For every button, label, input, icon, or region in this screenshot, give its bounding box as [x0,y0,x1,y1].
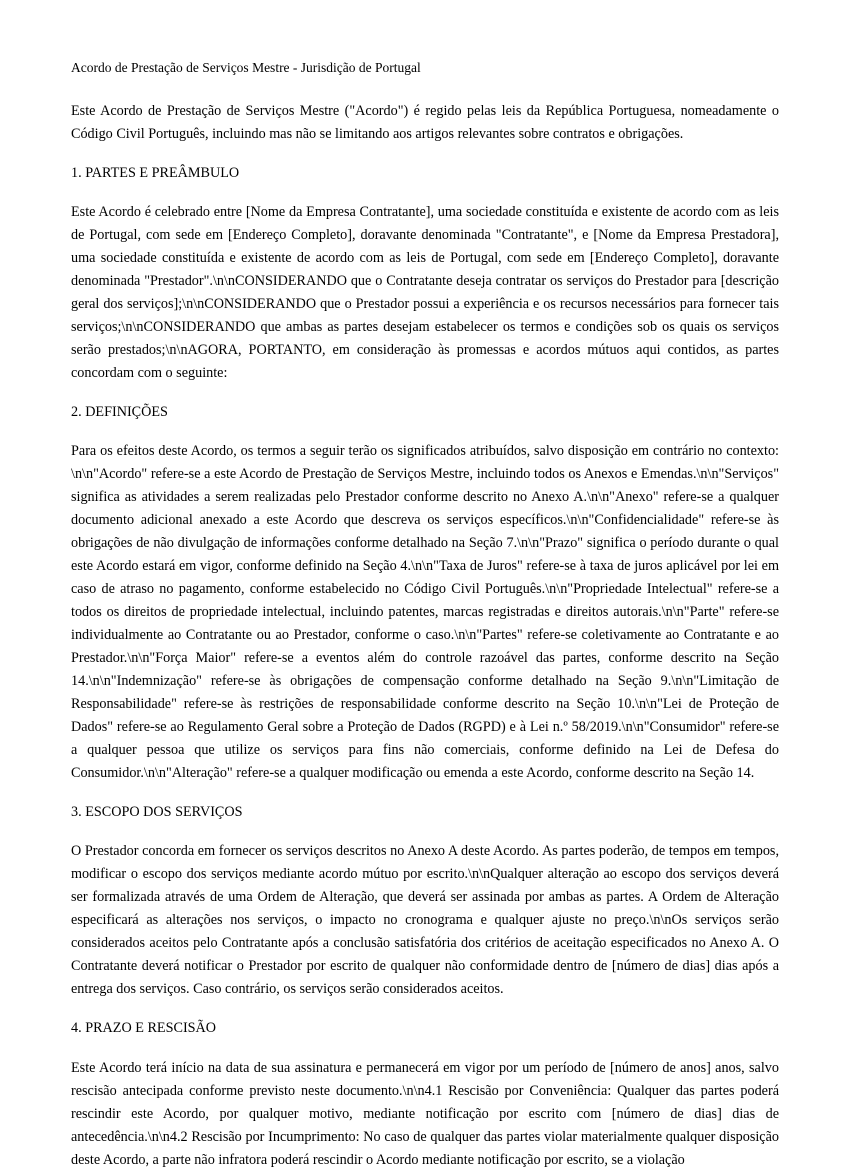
section-heading-4: 4. PRAZO E RESCISÃO [71,1020,217,1037]
section-2-body: Para os efeitos deste Acordo, os termos a seguir terão os significados atribuídos, salvo disposição em contrário no contexto: \n\n"Acordo" refere-se a este Acordo de Prestação de Serviços Mestre, incluindo todos os Anexos e Emendas.\n\n"Serviços" significa as atividades a serem realizadas pelo Prestador conforme descrito no Anexo A.\n\n"Anexo" refere-se a qualquer documento adicional anexado a este Acordo que descreva os serviços específicos.\n\n"Confidencialidade" refere-se às obrigações de não divulgação de informações conforme detalhado na Seção 7.\n\n"Prazo" significa o período durante o qual este Acordo estará em vigor, conforme definido na Seção 4.\n\n"Taxa de Juros" refere-se à taxa de juros aplicável por lei em caso de atraso no pagamento, conforme estabelecido no Código Civil Português.\n\n"Propriedade Intelectual" refere-se a todos os direitos de propriedade intelectual, incluindo patentes, marcas registradas e direitos autorais.\n\n"Parte" refere-se individualmente ao Contratante ou ao Prestador, conforme o caso.\n\n"Partes" refere-se coletivamente ao Contratante e ao Prestador.\n\n"Força Maior" refere-se a eventos além do controle razoável das partes, conforme descrito na Seção 14.\n\n"Indemnização" refere-se às obrigações de compensação conforme detalhado na Seção 9.\n\n"Limitação de Responsabilidade" refere-se às restrições de responsabilidade conforme descrito na Seção 10.\n\n"Lei de Proteção de Dados" refere-se ao Regulamento Geral sobre a Proteção de Dados (RGPD) e à Lei n.º 58/2019.\n\n"Consumidor" refere-se a qualquer pessoa que utilize os serviços para fins não comerciais, conforme definido na Lei de Defesa do Consumidor.\n\n"Alteração" refere-se a qualquer modificação ou emenda a este Acordo, conforme descrito na Seção 14. [71,443,779,782]
section-4-body: Este Acordo terá início na data de sua assinatura e permanecerá em vigor por um período de [número de anos] anos, salvo rescisão antecipada conforme previsto neste documento.\n\n4.1 Rescisão por Conveniência: Qualquer das partes poderá rescindir este Acordo, por qualquer motivo, mediante notificação por escrito com [número de dias] dias de antecedência.\n\n4.2 Rescisão por Incumprimento: No caso de qualquer das partes violar materialmente qualquer disposição deste Acordo, a parte não infratora poderá rescindir o Acordo mediante notificação por escrito, se a violação [71,1059,779,1168]
intro-paragraph: Este Acordo de Prestação de Serviços Mestre ("Acordo") é regido pelas leis da República Portuguesa, nomeadamente o Código Civil Português, incluindo mas não se limitando aos artigos relevantes sobre contratos e obrigações. [71,102,779,142]
section-1-body: Este Acordo é celebrado entre [Nome da Empresa Contratante], uma sociedade constituída e existente de acordo com as leis de Portugal, com sede em [Endereço Completo], doravante denominada "Contratante", e [Nome da Empresa Prestadora], uma sociedade constituída e existente de acordo com as leis de Portugal, com sede em [Endereço Completo], doravante denominada "Prestador".\n\nCONSIDERANDO que o Contratante deseja contratar os serviços do Prestador para [descrição geral dos serviços];\n\nCONSIDERANDO que o Prestador possui a experiência e os recursos necessários para fornecer tais serviços;\n\nCONSIDERANDO que ambas as partes desejam estabelecer os termos e condições sob os quais os serviços serão prestados;\n\nAGORA, PORTANTO, em consideração às promessas e acordos mútuos aqui contidos, as partes concordam com o seguinte: [71,203,779,381]
section-heading-2: 2. DEFINIÇÕES [71,403,168,420]
document-title: Acordo de Prestação de Serviços Mestre - Jurisdição de Portugal [71,60,421,75]
section-heading-3: 3. ESCOPO DOS SERVIÇOS [71,804,243,821]
section-3-body: O Prestador concorda em fornecer os serviços descritos no Anexo A deste Acordo. As partes poderão, de tempos em tempos, modificar o escopo dos serviços mediante acordo mútuo por escrito.\n\nQualquer alteração ao escopo dos serviços deverá ser formalizada através de uma Ordem de Alteração, que deverá ser assinada por ambas as partes. A Ordem de Alteração especificará as alterações nos serviços, o impacto no cronograma e qualquer ajuste no preço.\n\nOs serviços serão considerados aceitos pelo Contratante após a conclusão satisfatória dos critérios de aceitação especificados no Anexo A. O Contratante deverá notificar o Prestador por escrito de qualquer não conformidade dentro de [número de dias] dias após a entrega dos serviços. Caso contrário, os serviços serão considerados aceitos. [71,843,779,998]
section-heading-1: 1. PARTES E PREÂMBULO [71,164,240,181]
